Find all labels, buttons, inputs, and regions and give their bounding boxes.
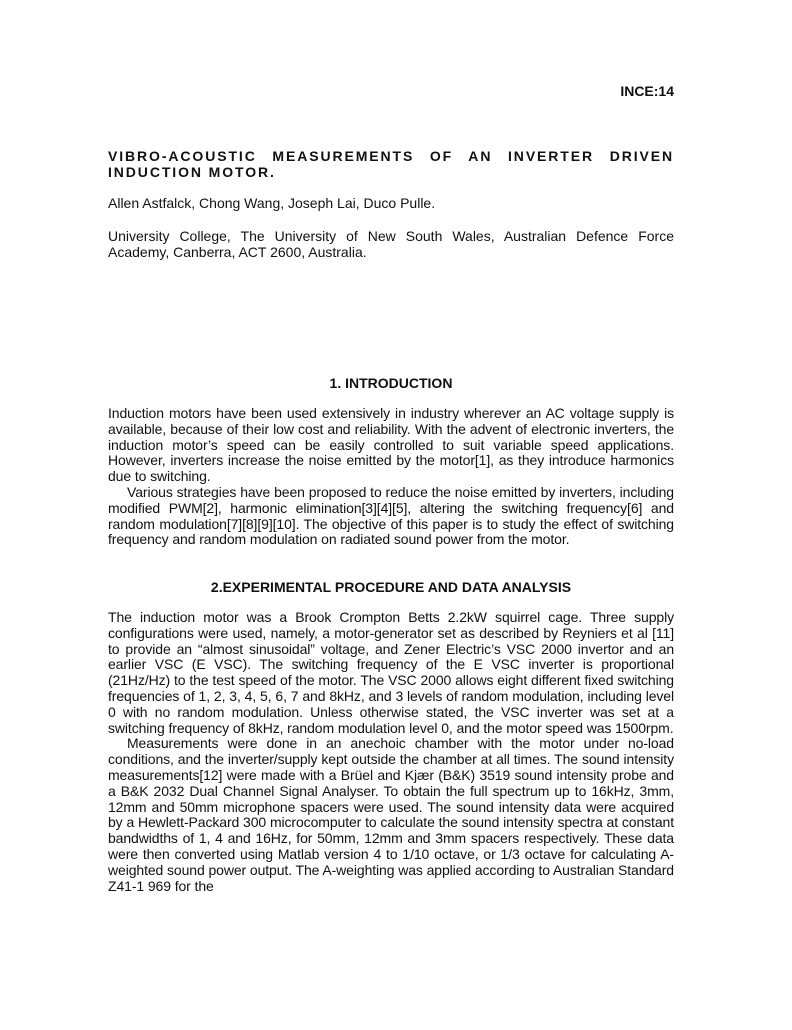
affiliation: University College, The University of New South Wales, Australian Defence Force Academy, Canberra, ACT 2600, Australia.: [108, 228, 674, 260]
section-experimental-body: [108, 610, 674, 894]
section-introduction-body: [108, 406, 674, 548]
paper-title: VIBRO-ACOUSTIC MEASUREMENTS OF AN INVERTER DRIVEN INDUCTION MOTOR.: [108, 148, 674, 180]
paper-code: INCE:14: [620, 83, 674, 99]
section-heading-experimental: 2.EXPERIMENTAL PROCEDURE AND DATA ANALYSIS: [210, 579, 572, 595]
paragraph: The induction motor was a Brook Crompton Betts 2.2kW squirrel cage. Three supply configurations were used, namely, a motor-generator set as described by Reyniers et al [11] to provide an “almost sinusoidal” voltage, and Zener Electric’s VSC 2000 invertor and an earlier VSC (E VSC). The switching frequency of the E VSC inverter is proportional (21Hz/Hz) to the test speed of the motor. The VSC 2000 allows eight different fixed switching frequencies of 1, 2, 3, 4, 5, 6, 7 and 8kHz, and 3 levels of random modulation, including level 0 with no random modulation. Unless otherwise stated, the VSC inverter was set at a switching frequency of 8kHz, random modulation level 0, and the motor speed was 1500rpm.: [108, 609, 674, 736]
paragraph: Various strategies have been proposed to reduce the noise emitted by inverters, including modified PWM[2], harmonic elimination[3][4][5], altering the switching frequency[6] and random modulation[7][8][9][10]. The objective of this paper is to study the effect of switching frequency and random modulation on radiated sound power from the motor.: [108, 483, 674, 548]
section-heading-introduction: 1. INTRODUCTION: [329, 375, 453, 391]
paragraph: Measurements were done in an anechoic chamber with the motor under no-load conditions, and the inverter/supply kept outside the chamber at all times. The sound intensity measurements[12] were made with a Brüel and Kjær (B&K) 3519 sound intensity probe and a B&K 2032 Dual Channel Signal Analyser. To obtain the full spectrum up to 16kHz, 3mm, 12mm and 50mm microphone spacers were used. The sound intensity data were acquired by a Hewlett-Packard 300 microcomputer to calculate the sound intensity spectra at constant bandwidths of 1, 4 and 16Hz, for 50mm, 12mm and 3mm spacers respectively. These data were then converted using Matlab version 4 to 1/10 octave, or 1/3 octave for calculating A-weighted sound power output. The A-weighting was applied according to Australian Standard Z41-1 969 for the: [108, 735, 674, 894]
author-list: Allen Astfalck, Chong Wang, Joseph Lai, Duco Pulle.: [108, 195, 436, 211]
paragraph: Induction motors have been used extensively in industry wherever an AC voltage supply is available, because of their low cost and reliability. With the advent of electronic inverters, the induction motor’s speed can be easily controlled to suit variable speed applications. However, inverters increase the noise emitted by the motor[1], as they introduce harmonics due to switching.: [108, 405, 674, 485]
